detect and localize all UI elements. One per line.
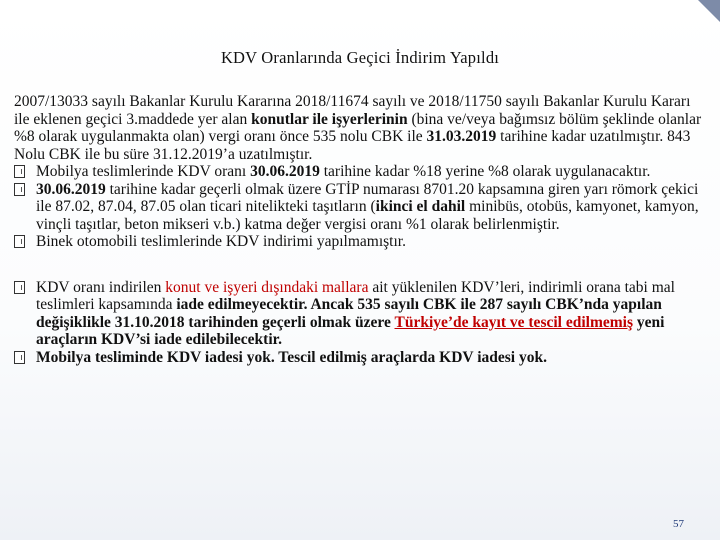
bullet-icon [14, 235, 25, 248]
intro-text-3: tarihine kadar uzatılmıştır. 843 Nolu CBK ile bu süre 31.12.2019’a uzatılmıştır. [14, 128, 691, 163]
bullet-text: Mobilya teslimlerinde KDV oranı [36, 163, 251, 180]
intro-bold-1: konutlar ile işyerlerinin [251, 110, 408, 128]
intro-bold-2: 31.03.2019 [426, 128, 497, 145]
bullet-icon [14, 183, 25, 196]
bullet-furniture-rate [14, 163, 702, 181]
bullet-commercial-vehicles [14, 181, 702, 234]
bullet-text: tarihine kadar %18 yerine %8 olarak uygulanacaktır. [319, 163, 651, 180]
slide-title: KDV Oranlarında Geçici İndirim Yapıldı [220, 48, 500, 67]
bullet-text: Binek otomobili teslimlerinde KDV indirimi yapılmamıştır. [36, 233, 406, 250]
bullet-text: minibüs, otobüs, kamyonet, kamyon, vinçli taşıtlar, beton mikseri v.b.) katma değer vergisi oranı %1 olarak belirlenmiştir. [36, 198, 699, 233]
corner-decoration [698, 0, 720, 22]
bullet-passenger-cars [14, 233, 702, 251]
bullet-red-text: konut ve işyeri dışındaki mallara [165, 278, 369, 296]
bullet-icon [14, 351, 25, 364]
slide-body [14, 93, 702, 366]
bullet-text: ait yüklenilen KDV’leri, indirimli orana tabi mal teslimleri kapsamında [36, 278, 675, 313]
spacer [14, 251, 702, 279]
bullet-red-bold: Türkiye’de kayıt ve tescil edilmemiş [394, 313, 633, 331]
page-number: 57 [673, 518, 684, 530]
bullet-text: KDV oranı indirilen [36, 278, 166, 296]
bullet-bold: Mobilya tesliminde KDV iadesi yok. Tescil edilmiş araçlarda KDV iadesi yok. [36, 348, 547, 366]
intro-text-2: (bina ve/veya bağımsız bölüm şeklinde olanlar %8 olarak uygulanmakta olan) vergi oranı önce 535 nolu CBK ile [14, 110, 702, 145]
bullet-icon [14, 165, 25, 178]
bullet-icon [14, 281, 25, 294]
intro-paragraph [14, 93, 702, 163]
bullet-text: tarihine kadar geçerli olmak üzere GTİP numarası 8701.20 kapsamına giren yarı römork çekici ile 87.02, 87.04, 87.05 olan ticari nitelikteki taşıtların ( [36, 180, 699, 215]
bullet-bold: iade edilmeyecektir. Ancak 535 sayılı CBK ile 287 sayılı CBK’nda yapılan değişiklikle 31.10.2018 tarihinden geçerli olmak üzere [36, 296, 662, 331]
bullet-bold: 30.06.2019 [250, 163, 320, 180]
intro-text-1: 2007/13033 sayılı Bakanlar Kurulu Kararına 2018/11674 sayılı ve 2018/11750 sayılı Bakanlar Kurulu Kararı ile eklenen geçici 3.maddede yer alan [14, 93, 691, 128]
bullet-bold: yeni araçların KDV’si iade edilebilecektir. [36, 313, 665, 348]
bullet-bold: ikinci el dahil [375, 198, 466, 215]
bullet-no-refund [14, 349, 702, 367]
bullet-refund-rule [14, 279, 702, 349]
bullet-bold: 30.06.2019 [36, 180, 106, 198]
